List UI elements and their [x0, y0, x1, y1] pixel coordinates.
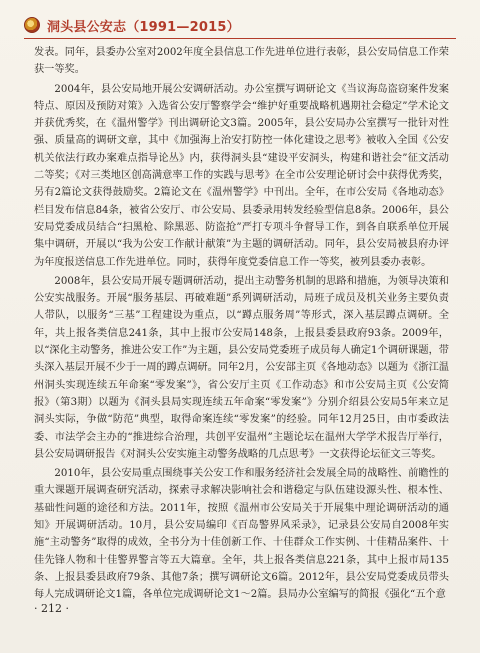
page-header-title: 洞头县公安志（1991—2015）	[47, 19, 240, 35]
paragraph-3: 2008年，县公安局开展专题调研活动，提出主动警务机制的思路和措施，为领导决策和公安实战服务。开展“服务基层、再破难题”系列调研活动，局班子成员及机关业务主要负责人带队，以服务“三基”工程建设为重点，以“蹲点服务周”等形式，深入基层蹲点调研。全年，共上报各类信息241条，其中上报市公安局148条，上报县委县政府93条。2009年，以“深化主动警务，推进公安工作”为主题，县公安局党委班子成员每人确定1个调研课题，带头深入基层开展不少于一周的蹲点调研。同年2月，公安部主页《各地动态》以题为《浙江温州洞头实现连续五年命案“零发案”》，省公安厅主页《工作动态》和市公安局主页《公安简报》（第3期）以题为《洞头县局实现连续五年命案“零发案”》分别介绍县公安局5年来立足洞头实际，争做“防范”典型，取得命案连续“零发案”的经验。同年12月25日，由市委政法委、市法学会主办的“推进综合治理，共创平安温州”主题论坛在温州大学学术报告厅举行，县公安局调研报告《对洞头公安实施主动警务战略的几点思考》一文获得论坛征文三等奖。	[34, 275, 449, 460]
paragraph-4: 2010年，县公安局重点围绕事关公安工作和服务经济社会发展全局的战略性、前瞻性的重大课题开展调查研究活动，探索寻求解决影响社会和谐稳定与队伍建设源头性、根本性、基础性问题的途径和方法。2011年，按照《温州市公安局关于开展集中理论调研活动的通知》开展调研活动。10月，县公安局编印《百岛警界风采录》，记录县公安局自2008年实施“主动警务”取得的成效，全书分为十佳创新工作、十佳群众工作实例、十佳精品案件、十佳先锋人物和十佳警界警言等五大篇章。全年，共上报各类信息221条，其中上报市局135条、上报县委县政府79条、其他7条；撰写调研论文6篇。2012年，县公安局党委成员带头每人完成调研论文1篇，各单位完成调研论文1～2篇。县局办公室编写的简报《强化“五个意	[34, 468, 449, 601]
page-number: · 212 ·	[34, 602, 69, 615]
document-body	[34, 44, 449, 604]
police-emblem-icon	[24, 17, 40, 33]
page-header	[24, 14, 456, 36]
paragraph-2: 2004年，县公安局地开展公安调研活动。办公室撰写调研论文《当议海岛盗窃案件发案特点、原因及预防对策》入选省公安厅警察学会“维护好重要战略机遇期社会稳定”学术论文并获优秀奖，在《温州警学》刊出调研论文3篇。2005年，县公安局办公室撰写一批针对性强、质量高的调研文章，其中《加强海上治安打防控一体化建设之思考》被收入全国《公安机关依法行政办案难点指导论丛》内，获得洞头县“建设平安洞头，构建和谐社会”征文活动二等奖；《对三类地区创高满意率工作的实践与思考》在全市公安理论研讨会中获得优秀奖，另有2篇论文获得鼓励奖。2篇论文在《温州警学》中刊出。全年，在市公安局《各地动态》栏目发布信息84条，被省公安厅、市公安局、县委录用转发经验型信息8条。2006年，县公安局党委成员结合“扫黑枪、除黑恶、防盗抢”严打专项斗争督导工作，到各自联系单位开展集中调研，开展以“我为公安工作献计献策”为主题的调研活动。同年，县公安局被县府办评为年度报送信息工作先进单位。同时，获得年度党委信息工作一等奖，被列县委办表彰。	[34, 83, 449, 268]
header-rule	[24, 38, 456, 39]
paragraph-1: 发表。同年，县委办公室对2002年度全县信息工作先进单位进行表彰，县公安局信息工作荣获一等奖。	[34, 47, 449, 76]
